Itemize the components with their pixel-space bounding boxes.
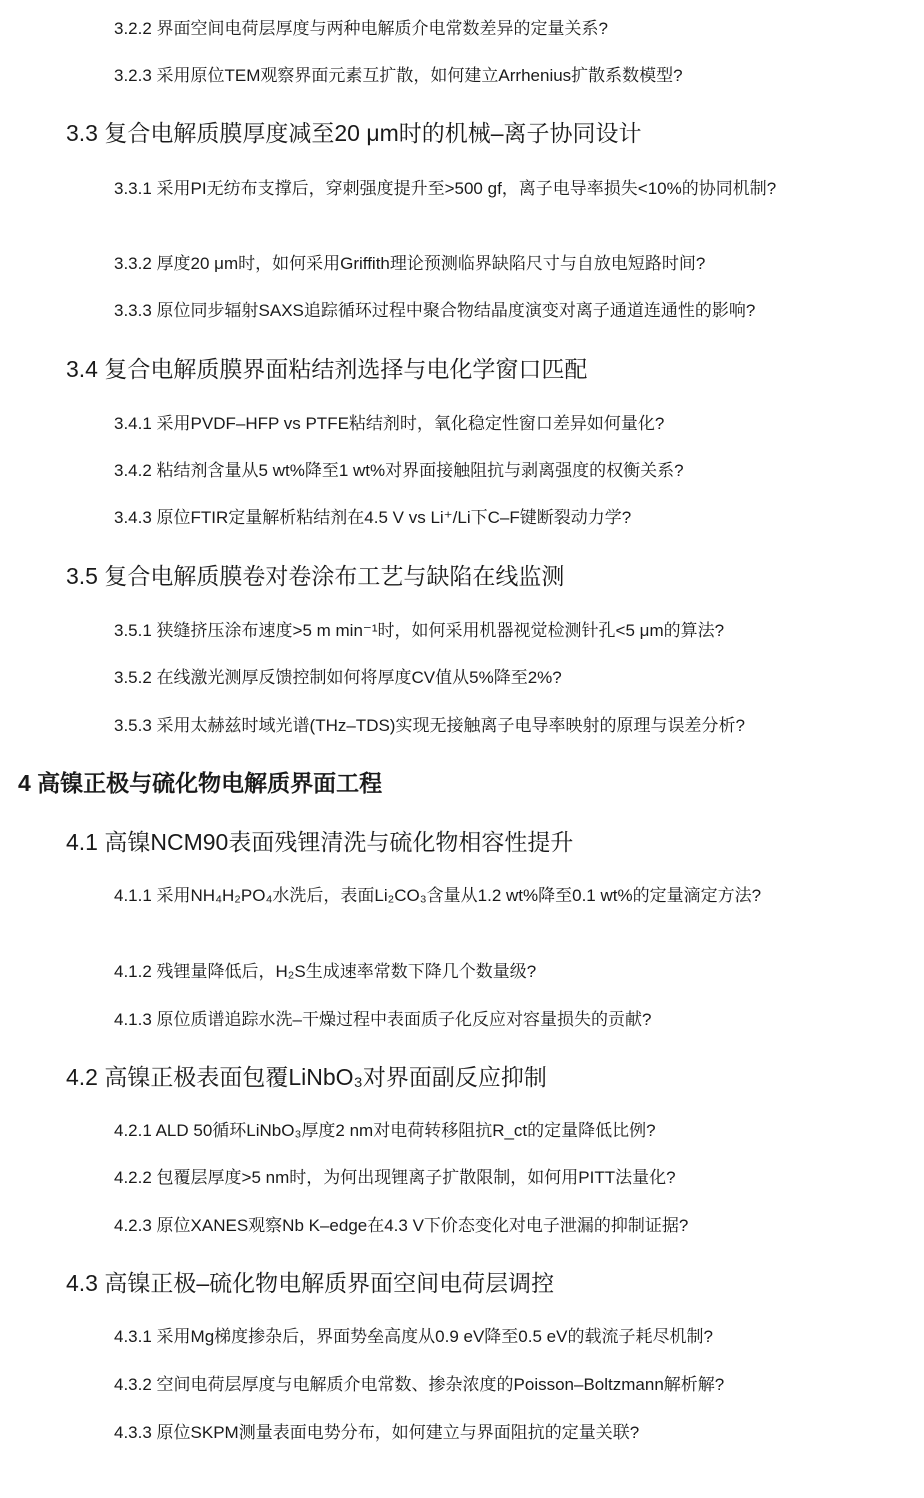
outline-item-4-2-1: 4.2.1 ALD 50循环LiNbO₃厚度2 nm对电荷转移阻抗R_ct的定量降低比例? xyxy=(114,1121,656,1140)
outline-item-4-3-1: 4.3.1 采用Mg梯度掺杂后，界面势垒高度从0.9 eV降至0.5 eV的载流子耗尽机制? xyxy=(114,1327,713,1346)
outline-item-4-2-2: 4.2.2 包覆层厚度>5 nm时，为何出现锂离子扩散限制，如何用PITT法量化? xyxy=(114,1168,676,1187)
outline-item-3-5-3: 3.5.3 采用太赫兹时域光谱(THz–TDS)实现无接触离子电导率映射的原理与误差分析? xyxy=(114,716,745,735)
outline-item-3-4-3: 3.4.3 原位FTIR定量解析粘结剂在4.5 V vs Li⁺/Li下C–F键断裂动力学? xyxy=(114,508,632,527)
outline-item-4-1-3: 4.1.3 原位质谱追踪水洗–干燥过程中表面质子化反应对容量损失的贡献? xyxy=(114,1010,652,1029)
outline-item-3-4-2: 3.4.2 粘结剂含量从5 wt%降至1 wt%对界面接触阻抗与剥离强度的权衡关系? xyxy=(114,461,684,480)
chapter-heading-4: 4 高镍正极与硫化物电解质界面工程 xyxy=(18,770,383,796)
section-heading-3-5: 3.5 复合电解质膜卷对卷涂布工艺与缺陷在线监测 xyxy=(66,563,565,589)
section-heading-3-3: 3.3 复合电解质膜厚度减至20 μm时的机械–离子协同设计 xyxy=(66,120,642,146)
outline-item-3-3-3: 3.3.3 原位同步辐射SAXS追踪循环过程中聚合物结晶度演变对离子通道连通性的影响? xyxy=(114,301,756,320)
outline-item-3-3-1: 3.3.1 采用PI无纺布支撑后，穿刺强度提升至>500 gf，离子电导率损失<10%的协同机制? xyxy=(114,179,777,198)
section-heading-4-2: 4.2 高镍正极表面包覆LiNbO₃对界面副反应抑制 xyxy=(66,1064,547,1090)
section-heading-3-4: 3.4 复合电解质膜界面粘结剂选择与电化学窗口匹配 xyxy=(66,356,588,382)
section-heading-4-1: 4.1 高镍NCM90表面残锂清洗与硫化物相容性提升 xyxy=(66,829,574,855)
outline-item-3-5-1: 3.5.1 狭缝挤压涂布速度>5 m min⁻¹时，如何采用机器视觉检测针孔<5 μm的算法? xyxy=(114,621,725,640)
outline-item-4-3-2: 4.3.2 空间电荷层厚度与电解质介电常数、掺杂浓度的Poisson–Boltzmann解析解? xyxy=(114,1375,725,1394)
outline-item-3-2-2: 3.2.2 界面空间电荷层厚度与两种电解质介电常数差异的定量关系? xyxy=(114,19,608,38)
outline-item-4-1-2: 4.1.2 残锂量降低后，H₂S生成速率常数下降几个数量级? xyxy=(114,962,537,981)
outline-item-3-2-3: 3.2.3 采用原位TEM观察界面元素互扩散，如何建立Arrhenius扩散系数模型? xyxy=(114,66,683,85)
outline-item-4-3-3: 4.3.3 原位SKPM测量表面电势分布，如何建立与界面阻抗的定量关联? xyxy=(114,1423,640,1442)
outline-item-4-2-3: 4.2.3 原位XANES观察Nb K–edge在4.3 V下价态变化对电子泄漏的抑制证据? xyxy=(114,1216,689,1235)
outline-item-4-1-1: 4.1.1 采用NH₄H₂PO₄水洗后，表面Li₂CO₃含量从1.2 wt%降至0.1 wt%的定量滴定方法? xyxy=(114,886,762,905)
outline-item-3-3-2: 3.3.2 厚度20 μm时，如何采用Griffith理论预测临界缺陷尺寸与自放电短路时间? xyxy=(114,254,706,273)
section-heading-4-3: 4.3 高镍正极–硫化物电解质界面空间电荷层调控 xyxy=(66,1270,555,1296)
outline-item-3-5-2: 3.5.2 在线激光测厚反馈控制如何将厚度CV值从5%降至2%? xyxy=(114,668,562,687)
outline-item-3-4-1: 3.4.1 采用PVDF–HFP vs PTFE粘结剂时，氧化稳定性窗口差异如何量化? xyxy=(114,414,665,433)
